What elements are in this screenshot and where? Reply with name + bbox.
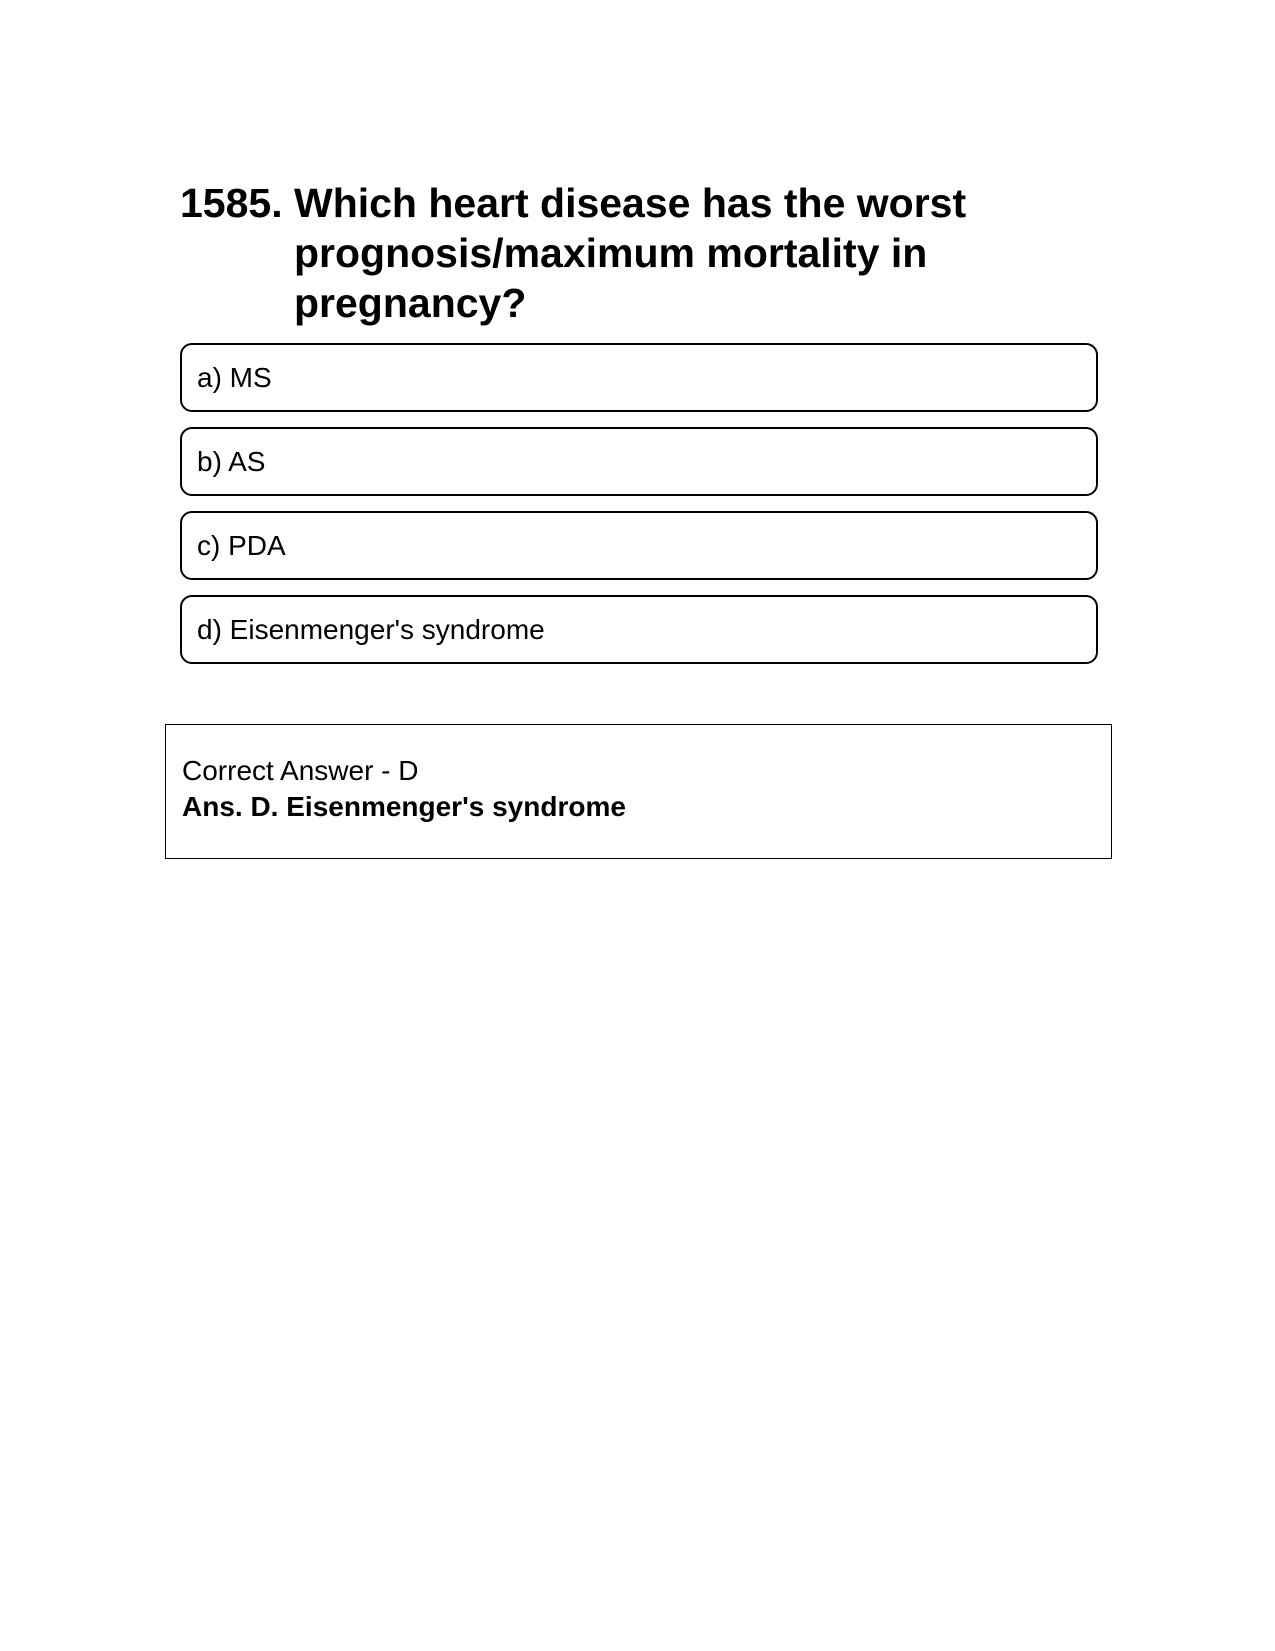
- option-b[interactable]: b) AS: [180, 427, 1098, 496]
- correct-answer-label: Correct Answer - D: [182, 755, 419, 786]
- option-c[interactable]: c) PDA: [180, 511, 1098, 580]
- question: [180, 178, 1100, 328]
- question-text: Which heart disease has the worst prognosis/maximum mortality in pregnancy?: [294, 180, 967, 326]
- answer-box: [165, 724, 1112, 859]
- question-number: 1585.: [180, 180, 283, 226]
- option-d[interactable]: d) Eisenmenger's syndrome: [180, 595, 1098, 664]
- option-a[interactable]: a) MS: [180, 343, 1098, 412]
- answer-explanation: Ans. D. Eisenmenger's syndrome: [182, 791, 626, 822]
- options-list: [180, 343, 1098, 679]
